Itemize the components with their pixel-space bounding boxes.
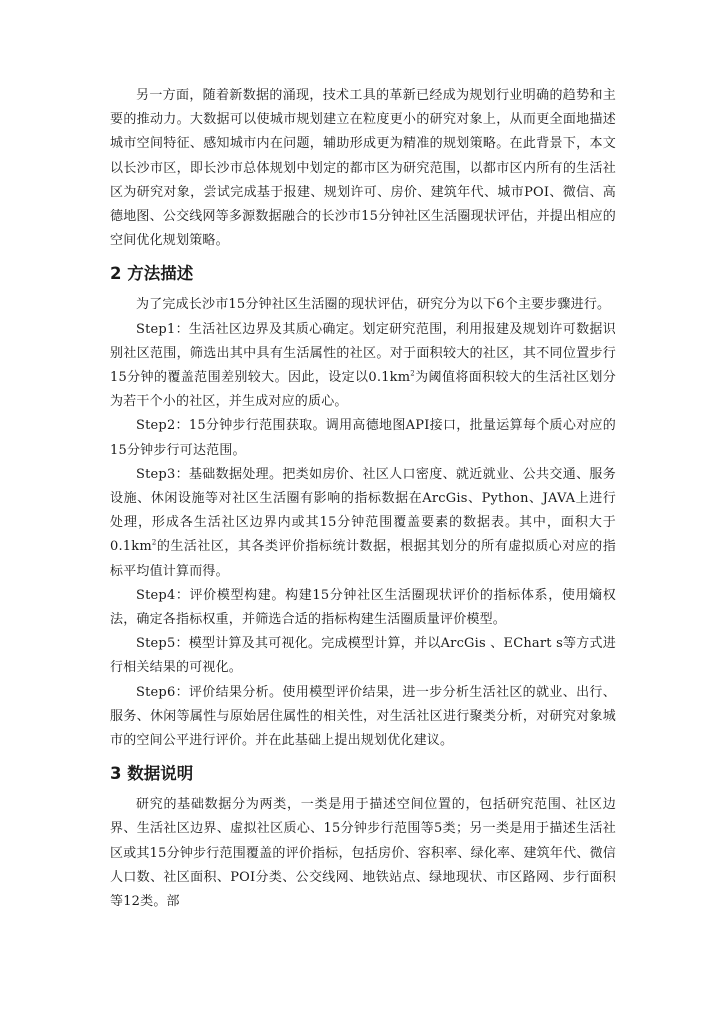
step3-paragraph: [110, 463, 616, 584]
step3-superscript: 2: [151, 539, 157, 548]
document-body: [110, 84, 616, 914]
step3-text-b: 的生活社区，其各类评价指标统计数据，根据其划分的所有虚拟质心对应的指标平均值计算而得。: [110, 539, 616, 579]
step1-superscript: 2: [410, 369, 415, 378]
step1-paragraph: [110, 318, 616, 415]
step1-text-b: 为阈值将面积较大的生活社区划分为若干个小的社区，并生成对应的质心。: [110, 370, 616, 410]
step1-text-a: Step1：生活社区边界及其质心确定。划定研究范围，利用报建及规划许可数据识别社区范围，筛选出其中具有生活属性的社区。对于面积较大的社区，其不同位置步行15分钟的覆盖范围差别较大。因此，设定以0.1km: [110, 321, 616, 386]
section-2-heading: 2 方法描述: [110, 264, 194, 284]
step3-text-a: Step3：基础数据处理。把类如房价、社区人口密度、就近就业、公共交通、服务设施、休闲设施等对社区生活圈有影响的指标数据在ArcGis、Python、JAVA上进行处理，形成各生活社区边界内或其15分钟范围覆盖要素的数据表。其中，面积大于0.1km: [110, 466, 616, 555]
section-3-paragraph: 研究的基础数据分为两类，一类是用于描述空间位置的，包括研究范围、社区边界、生活社区边界、虚拟社区质心、15分钟步行范围等5类；另一类是用于描述生活社区或其15分钟步行范围覆盖的评价指标，包括房价、容积率、绿化率、建筑年代、微信人口数、社区面积、POI分类、公交线网、地铁站点、绿地现状、市区路网、步行面积等12类。部: [110, 797, 616, 910]
step2-paragraph: Step2：15分钟步行范围获取。调用高德地图API接口，批量运算每个质心对应的15分钟步行可达范围。: [110, 418, 616, 458]
step5-paragraph: Step5：模型计算及其可视化。完成模型计算，并以ArcGis 、EChart s等方式进行相关结果的可视化。: [110, 636, 616, 676]
step6-paragraph: Step6：评价结果分析。使用模型评价结果，进一步分析生活社区的就业、出行、服务、休闲等属性与原始居住属性的相关性，对生活社区进行聚类分析，对研究对象城市的空间公平进行评价。并在此基础上提出规划优化建议。: [110, 684, 616, 749]
step4-paragraph: Step4：评价模型构建。构建15分钟社区生活圈现状评价的指标体系，使用熵权法，确定各指标权重，并筛选合适的指标构建生活圈质量评价模型。: [110, 587, 616, 628]
section-2-intro: 为了完成长沙市15分钟社区生活圈的现状评估，研究分为以下6个主要步骤进行。: [136, 297, 611, 313]
intro-paragraph: 另一方面，随着新数据的涌现，技术工具的革新已经成为规划行业明确的趋势和主要的推动力。大数据可以使城市规划建立在粒度更小的研究对象上，从而更全面地描述城市空间特征、感知城市内在问题，辅助形成更为精准的规划策略。在此背景下，本文以长沙市区，即长沙市总体规划中划定的都市区为研究范围，以都市区内所有的生活社区为研究对象，尝试完成基于报建、规划许可、房价、建筑年代、城市POI、微信、高德地图、公交线网等多源数据融合的长沙市15分钟社区生活圈现状评估，并提出相应的空间优化规划策略。: [110, 88, 616, 249]
section-3-heading: 3 数据说明: [110, 764, 194, 784]
